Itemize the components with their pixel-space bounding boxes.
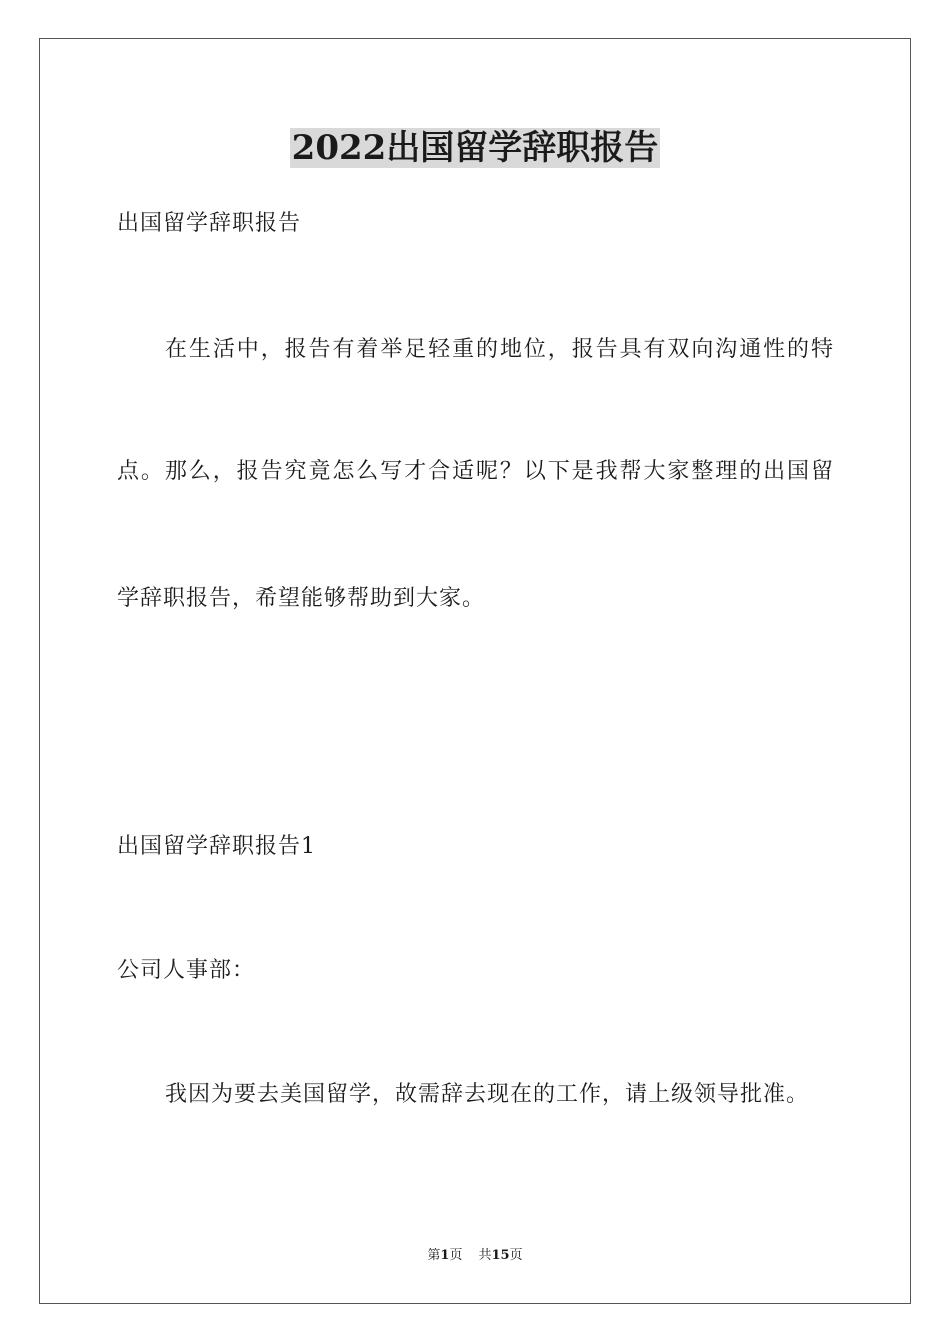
document-title-text: 2022出国留学辞职报告 [291,128,659,168]
paragraph-1-line-1: 在生活中，报告有着举足轻重的地位，报告具有双向沟通性的特 [165,337,833,362]
footer-page-suffix: 页 [449,1248,463,1263]
footer-total-suffix: 页 [509,1248,523,1263]
paragraph-1-line-3: 学辞职报告，希望能够帮助到大家。 [117,586,486,611]
footer-page-number: 1 [440,1248,450,1263]
document-title [0,126,950,170]
footer-total-prefix: 共 [478,1248,492,1263]
page-footer [0,1247,950,1265]
body-paragraph-line-1: 我因为要去美国留学，故需辞去现在的工作，请上级领导批准。 [165,1082,810,1107]
footer-total-pages: 15 [491,1248,510,1263]
document-subtitle: 出国留学辞职报告 [117,211,302,236]
section-heading-1: 出国留学辞职报告1 [117,834,316,859]
salutation: 公司人事部： [117,958,256,983]
paragraph-1-line-2: 点。那么，报告究竟怎么写才合适呢？以下是我帮大家整理的出国留 [117,459,833,484]
footer-page-prefix: 第 [427,1248,441,1263]
